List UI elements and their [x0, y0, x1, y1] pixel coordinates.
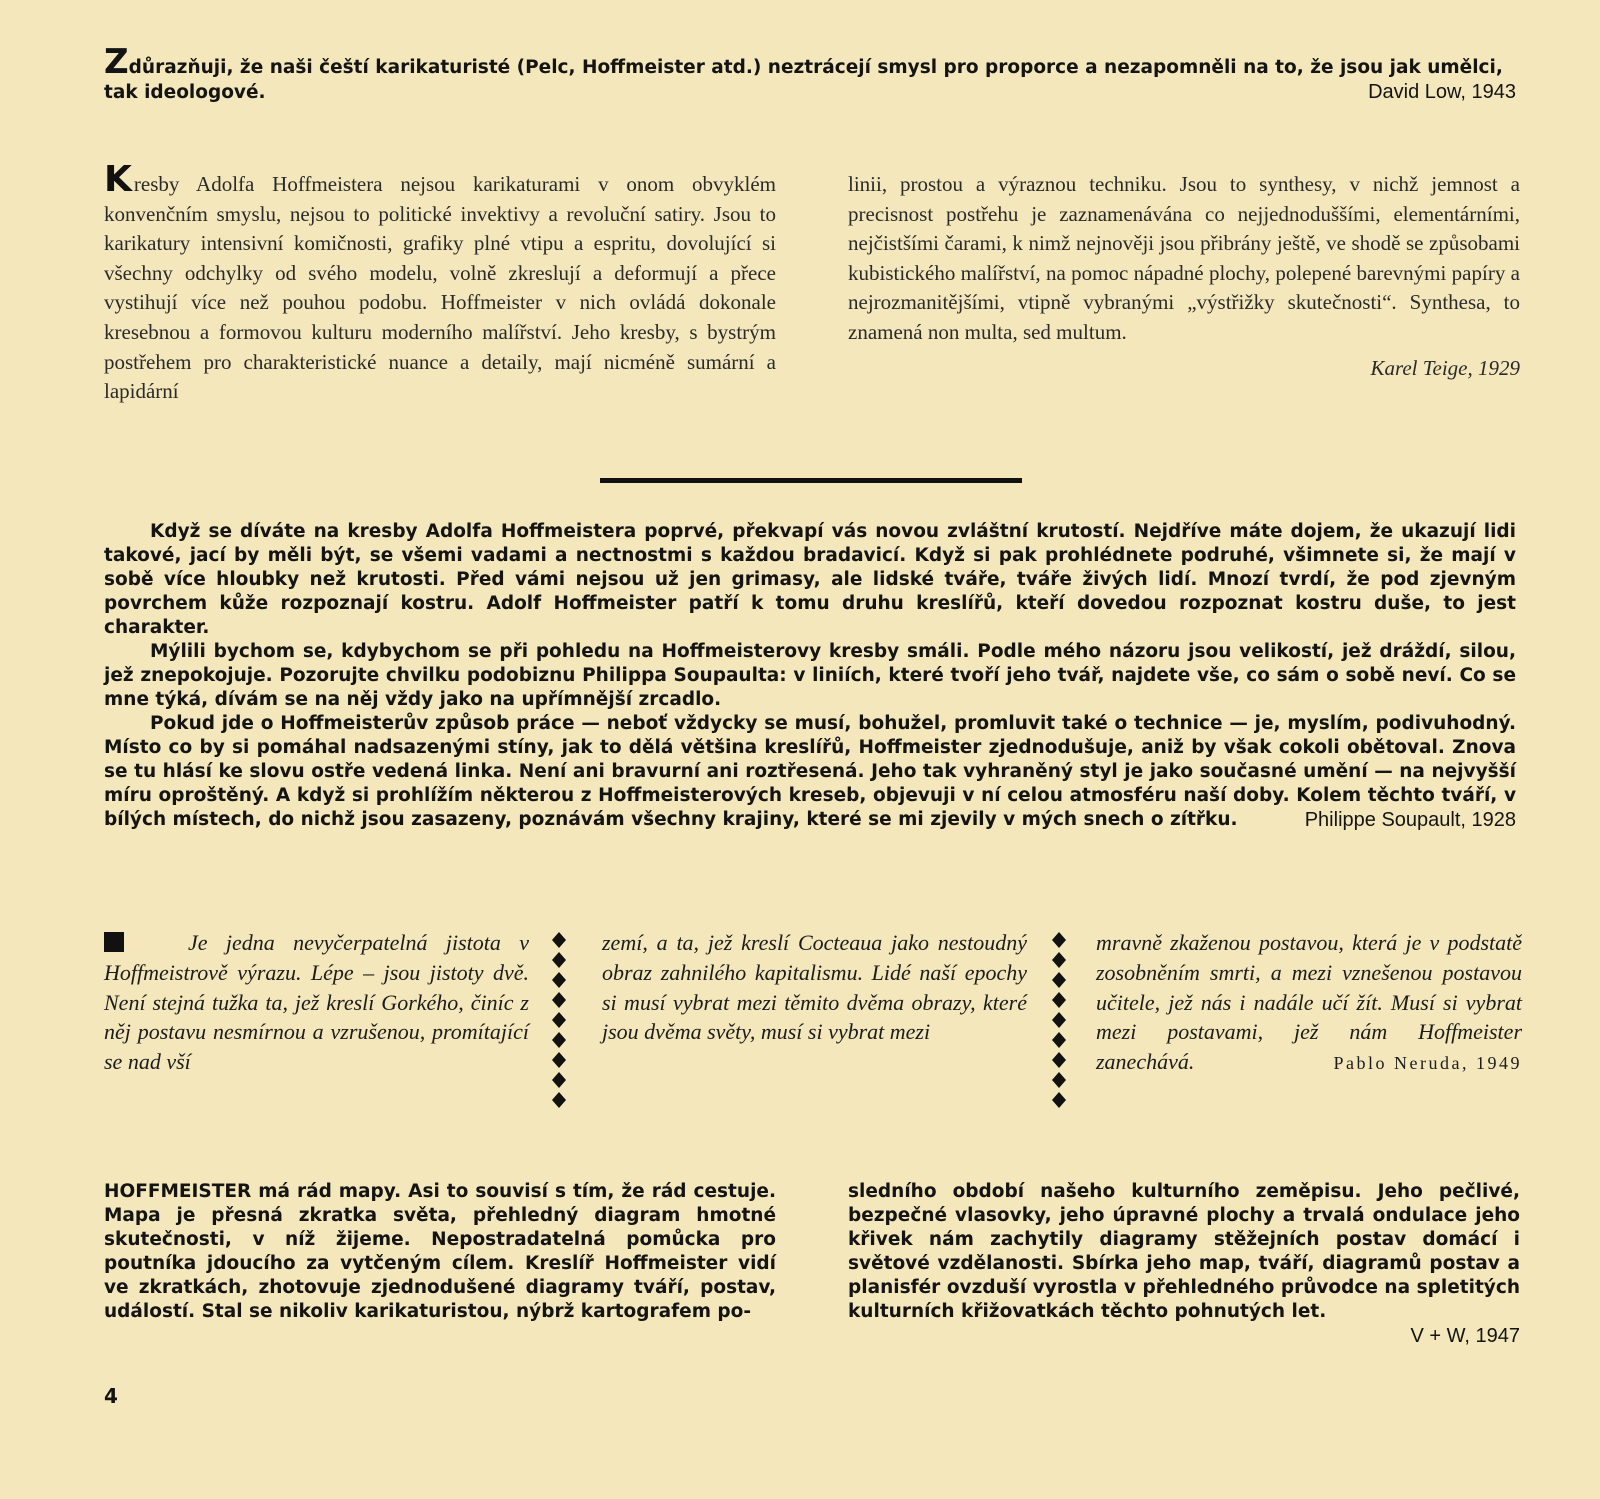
low-initial: Z: [104, 42, 129, 82]
teige-signature: Karel Teige, 1929: [1370, 355, 1520, 380]
teige-initial: K: [104, 159, 132, 200]
diamond-ornament-column: [550, 932, 568, 1112]
soupault-paragraph: Mýlili bychom se, kdybychom se při pohledu na Hoffmeisterovy kresby smáli. Podle mého názoru jsou velikostí, jež dráždí, silou, jež znepokojuje. Pozorujte chvilku podobiznu Philippa Soupaulta: v liniích, které tvoří jeho tvář, najdete vše, co sám o sobě neví. Co se mne týká, dívám se na něj vždy jako na upřímnější zrcadlo.: [104, 641, 1516, 710]
neruda-col3-text: mravně zkaženou postavou, která je v podstatě zosobněním smrti, a mezi vznešenou postavou učitele, jež nás i nadále učí žít. Musí si vybrat mezi postavami, jež nám Hoffmeister zanechává.: [1096, 930, 1522, 1075]
teige-left-text: resby Adolfa Hoffmeistera nejsou karikaturami v onom obvyklém konvenčním smyslu, nejsou to politické invektivy a revoluční satiry. Jsou to karikatury intensivní komičnosti, grafiky plné vtipu a espritu, dovolující si všechny odchylky od svého modelu, volně zkreslují a deformují a přece vystihují více než pouhou podobu. Hoffmeister v nich ovládá dokonale kresebnou a formovou kulturu moderního malířství. Jeho kresby, s bystrým postřehem pro charakteristické nuance a detaily, mají nicméně sumární a lapidární: [104, 172, 776, 404]
vw-right-text: sledního období našeho kulturního zeměpisu. Jeho pečlivé, bezpečné vlasovky, jeho úpravné plochy a trvalá ondulace jeho křivek nám zachytily diagramy stěžejních postav domácí i světové vzdělanosti. Sbírka jeho map, tváří, diagramů postav a planisfér ovzduší vyrostla v přehledného průvodce na spletitých kulturních křižovatkách těchto pohnutých let.: [848, 1181, 1520, 1322]
low-signature: David Low, 1943: [1368, 81, 1516, 103]
page-number: 4: [104, 1384, 118, 1408]
neruda-col1-text: Je jedna nevyčerpatelná jistota v Hoffmeistrově výrazu. Lépe – jsou jistoty dvě. Není stejná tužka ta, jež kreslí Gorkého, činíc z něj postavu nesmírnou a vzrušenou, promítající se nad vší: [104, 930, 529, 1075]
neruda-col2-text: zemí, a ta, jež kreslí Cocteaua jako nestoudný obraz zahnilého kapitalismu. Lidé naší epochy si musí vybrat mezi těmito dvěma obrazy, které jsou dvěma světy, musí si vybrat mezi: [602, 930, 1027, 1045]
low-quote: [104, 42, 1516, 105]
teige-column-left: [104, 159, 776, 407]
vw-column-right: [848, 1180, 1520, 1348]
low-text: důrazňuji, že naši čeští karikaturisté (Pelc, Hoffmeister atd.) neztrácejí smysl pro proporce a nezapomněli na to, že jsou jak umělci, tak ideologové.: [104, 57, 1503, 103]
soupault-paragraph: Pokud jde o Hoffmeisterův způsob práce — neboť vždycky se musí, bohužel, promluvit také o technice — je, myslím, podivuhodný. Místo co by si pomáhal nadsazenými stíny, jak to dělá většina kreslířů, Hoffmeister zjednodušuje, aniž by však cokoli obětoval. Znova se tu hlásí ke slovu ostře vedená linka. Není ani bravurní ani roztřesená. Jeho tak vyhraněný styl je jako současné umění — na nejvyšší míru oproštěný. A když si prohlížím některou z Hoffmeisterových kreseb, objevuji v ní celou atmosféru naší doby. Kolem těchto tváří, v bílých místech, do nichž jsou zasazeny, poznávám všechny krajiny, které se mi zjevily v mých snech o zítřku.: [104, 713, 1516, 830]
vw-left-text: HOFFMEISTER má rád mapy. Asi to souvisí s tím, že rád cestuje. Mapa je přesná zkratka světa, přehledný diagram hmotné skutečnosti, v níž žijeme. Nepostradatelná pomůcka pro poutníka jdoucího za vytčeným cílem. Kreslíř Hoffmeister vidí ve zkratkách, zhotovuje zjednodušené diagramy tváří, postav, událostí. Stal se nikoliv karikaturistou, nýbrž kartografem po-: [104, 1181, 776, 1322]
soupault-quote: [104, 520, 1516, 832]
teige-column-right: [848, 170, 1520, 383]
neruda-column-2: [602, 928, 1027, 1047]
soupault-signature: Philippe Soupault, 1928: [1304, 809, 1516, 831]
neruda-column-1: [104, 928, 529, 1077]
diamond-ornament-column: [1050, 932, 1068, 1112]
vw-column-left: [104, 1180, 776, 1324]
square-bullet-icon: [104, 932, 124, 952]
neruda-signature: Pablo Neruda, 1949: [1333, 1053, 1522, 1074]
neruda-column-3: [1096, 928, 1522, 1079]
teige-right-text: linii, prostou a výraznou techniku. Jsou to synthesy, v nichž jemnost a precisnost postřehu je zaznamenávána co nejjednoduššími, elementárními, nejčistšími čarami, k nimž nejnověji jsou přibrány ještě, ve shodě se způsobami kubistického malířství, na pomoc nápadné plochy, polepené barevnými papíry a nejrozmanitějšími, vtipně vybranými „výstřižky skutečnosti“. Synthesa, to znamená non multa, sed multum.: [848, 172, 1520, 344]
section-divider: [600, 478, 1022, 483]
vw-signature: V + W, 1947: [1410, 1325, 1520, 1347]
soupault-paragraph: Když se díváte na kresby Adolfa Hoffmeistera poprvé, překvapí vás novou zvláštní krutostí. Nejdříve máte dojem, že ukazují lidi takové, jací by měli být, se všemi vadami a nectnostmi s každou bradavicí. Když si pak prohlédnete podruhé, všimnete si, že mají v sobě více hloubky než krutosti. Před vámi nejsou už jen grimasy, ale lidské tváře, tváře živých lidí. Mnozí tvrdí, že pod zjevným povrchem kůže rozpoznají kostru. Adolf Hoffmeister patří k tomu druhu kreslířů, kteří dovedou rozpoznat kostru duše, to jest charakter.: [104, 521, 1516, 638]
